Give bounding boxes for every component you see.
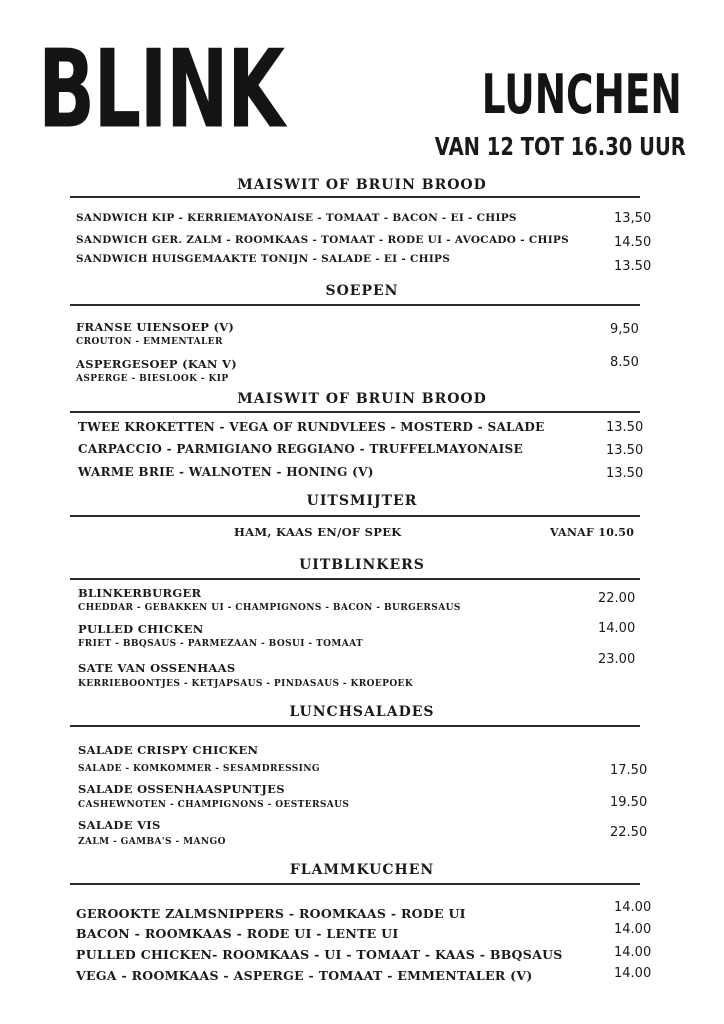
section-title-uitsmijter: UITSMIJTER — [306, 493, 418, 509]
menu-item-price: 23.00 — [598, 652, 636, 667]
opening-hours: VAN 12 TOT 16.30 UUR — [434, 132, 686, 161]
menu-item-price: 8.50 — [610, 355, 639, 370]
menu-item-price: 22.50 — [610, 825, 648, 840]
menu-item-description: CHEDDAR - GEBAKKEN UI - CHAMPIGNONS - BACON - BURGERSAUS — [78, 603, 461, 613]
menu-item-price: 14.00 — [614, 922, 652, 937]
menu-item-price: 14.50 — [614, 235, 652, 250]
menu-item-name: HAM, KAAS EN/OF SPEK — [234, 525, 402, 539]
menu-item-name: SALADE OSSENHAASPUNTJES — [78, 782, 285, 796]
menu-item-name: SANDWICH HUISGEMAAKTE TONIJN - SALADE - EI - CHIPS — [76, 253, 451, 265]
section-title-maiswit-2: MAISWIT OF BRUIN BROOD — [237, 391, 487, 407]
menu-item-price: 13.50 — [614, 259, 652, 274]
menu-item-name: FRANSE UIENSOEP (V) — [76, 320, 235, 334]
section-divider — [70, 411, 640, 413]
menu-item-name: PULLED CHICKEN — [78, 622, 204, 636]
menu-item-name: SATE VAN OSSENHAAS — [78, 661, 236, 675]
menu-item-name: SALADE VIS — [78, 818, 161, 832]
section-divider — [70, 725, 640, 727]
menu-item-description: KERRIEBOONTJES - KETJAPSAUS - PINDASAUS - KROEPOEK — [78, 679, 414, 689]
menu-item-price: 14.00 — [598, 621, 636, 636]
menu-item-name: BLINKERBURGER — [78, 586, 202, 600]
menu-item-price: 19.50 — [610, 795, 648, 810]
section-divider — [70, 883, 640, 885]
menu-item-price: 14.00 — [614, 945, 652, 960]
section-title-lunchsalades: LUNCHSALADES — [289, 704, 435, 720]
menu-item-price: 22.00 — [598, 591, 636, 606]
menu-item-description: ASPERGE - BIESLOOK - KIP — [76, 374, 229, 384]
section-title-maiswit: MAISWIT OF BRUIN BROOD — [237, 177, 487, 193]
menu-title: LUNCHEN — [482, 63, 682, 127]
menu-item-name: SALADE CRISPY CHICKEN — [78, 743, 259, 757]
menu-item-price: 14.00 — [614, 966, 652, 981]
section-divider — [70, 304, 640, 306]
menu-item-name: PULLED CHICKEN- ROOMKAAS - UI - TOMAAT - KAAS - BBQSAUS — [76, 947, 563, 962]
section-divider — [70, 196, 640, 198]
section-title-flammkuchen: FLAMMKUCHEN — [289, 862, 435, 878]
menu-item-price: 13,50 — [614, 211, 652, 226]
menu-item-name: VEGA - ROOMKAAS - ASPERGE - TOMAAT - EMMENTALER (V) — [76, 968, 533, 983]
menu-item-price: 17.50 — [610, 763, 648, 778]
menu-item-description: CROUTON - EMMENTALER — [76, 337, 223, 347]
menu-item-name: ASPERGESOEP (KAN V) — [76, 357, 237, 371]
menu-item-price: 13.50 — [606, 420, 644, 435]
menu-item-description: FRIET - BBQSAUS - PARMEZAAN - BOSUI - TOMAAT — [78, 639, 364, 649]
menu-item-price: 13.50 — [606, 443, 644, 458]
section-divider — [70, 515, 640, 517]
menu-item-name: SANDWICH GER. ZALM - ROOMKAAS - TOMAAT - RODE UI - AVOCADO - CHIPS — [76, 234, 569, 246]
menu-item-name: WARME BRIE - WALNOTEN - HONING (V) — [78, 465, 374, 479]
menu-item-name: CARPACCIO - PARMIGIANO REGGIANO - TRUFFELMAYONAISE — [78, 442, 523, 456]
logo: BLINK — [38, 27, 284, 153]
menu-item-price: 14.00 — [614, 900, 652, 915]
section-divider — [70, 578, 640, 580]
menu-item-name: BACON - ROOMKAAS - RODE UI - LENTE UI — [76, 926, 399, 941]
menu-item-price: 13.50 — [606, 466, 644, 481]
menu-item-price: 9,50 — [610, 322, 639, 337]
section-title-uitblinkers: UITBLINKERS — [299, 557, 425, 573]
menu-item-name: GEROOKTE ZALMSNIPPERS - ROOMKAAS - RODE UI — [76, 906, 466, 921]
section-title-soepen: SOEPEN — [325, 283, 399, 299]
menu-item-description: ZALM - GAMBA'S - MANGO — [78, 837, 226, 847]
menu-item-name: SANDWICH KIP - KERRIEMAYONAISE - TOMAAT - BACON - EI - CHIPS — [76, 212, 517, 224]
menu-item-description: CASHEWNOTEN - CHAMPIGNONS - OESTERSAUS — [78, 800, 350, 810]
menu-item-description: SALADE - KOMKOMMER - SESAMDRESSING — [78, 764, 321, 774]
menu-item-price: VANAF 10.50 — [550, 526, 635, 539]
menu-item-name: TWEE KROKETTEN - VEGA OF RUNDVLEES - MOSTERD - SALADE — [78, 420, 545, 434]
